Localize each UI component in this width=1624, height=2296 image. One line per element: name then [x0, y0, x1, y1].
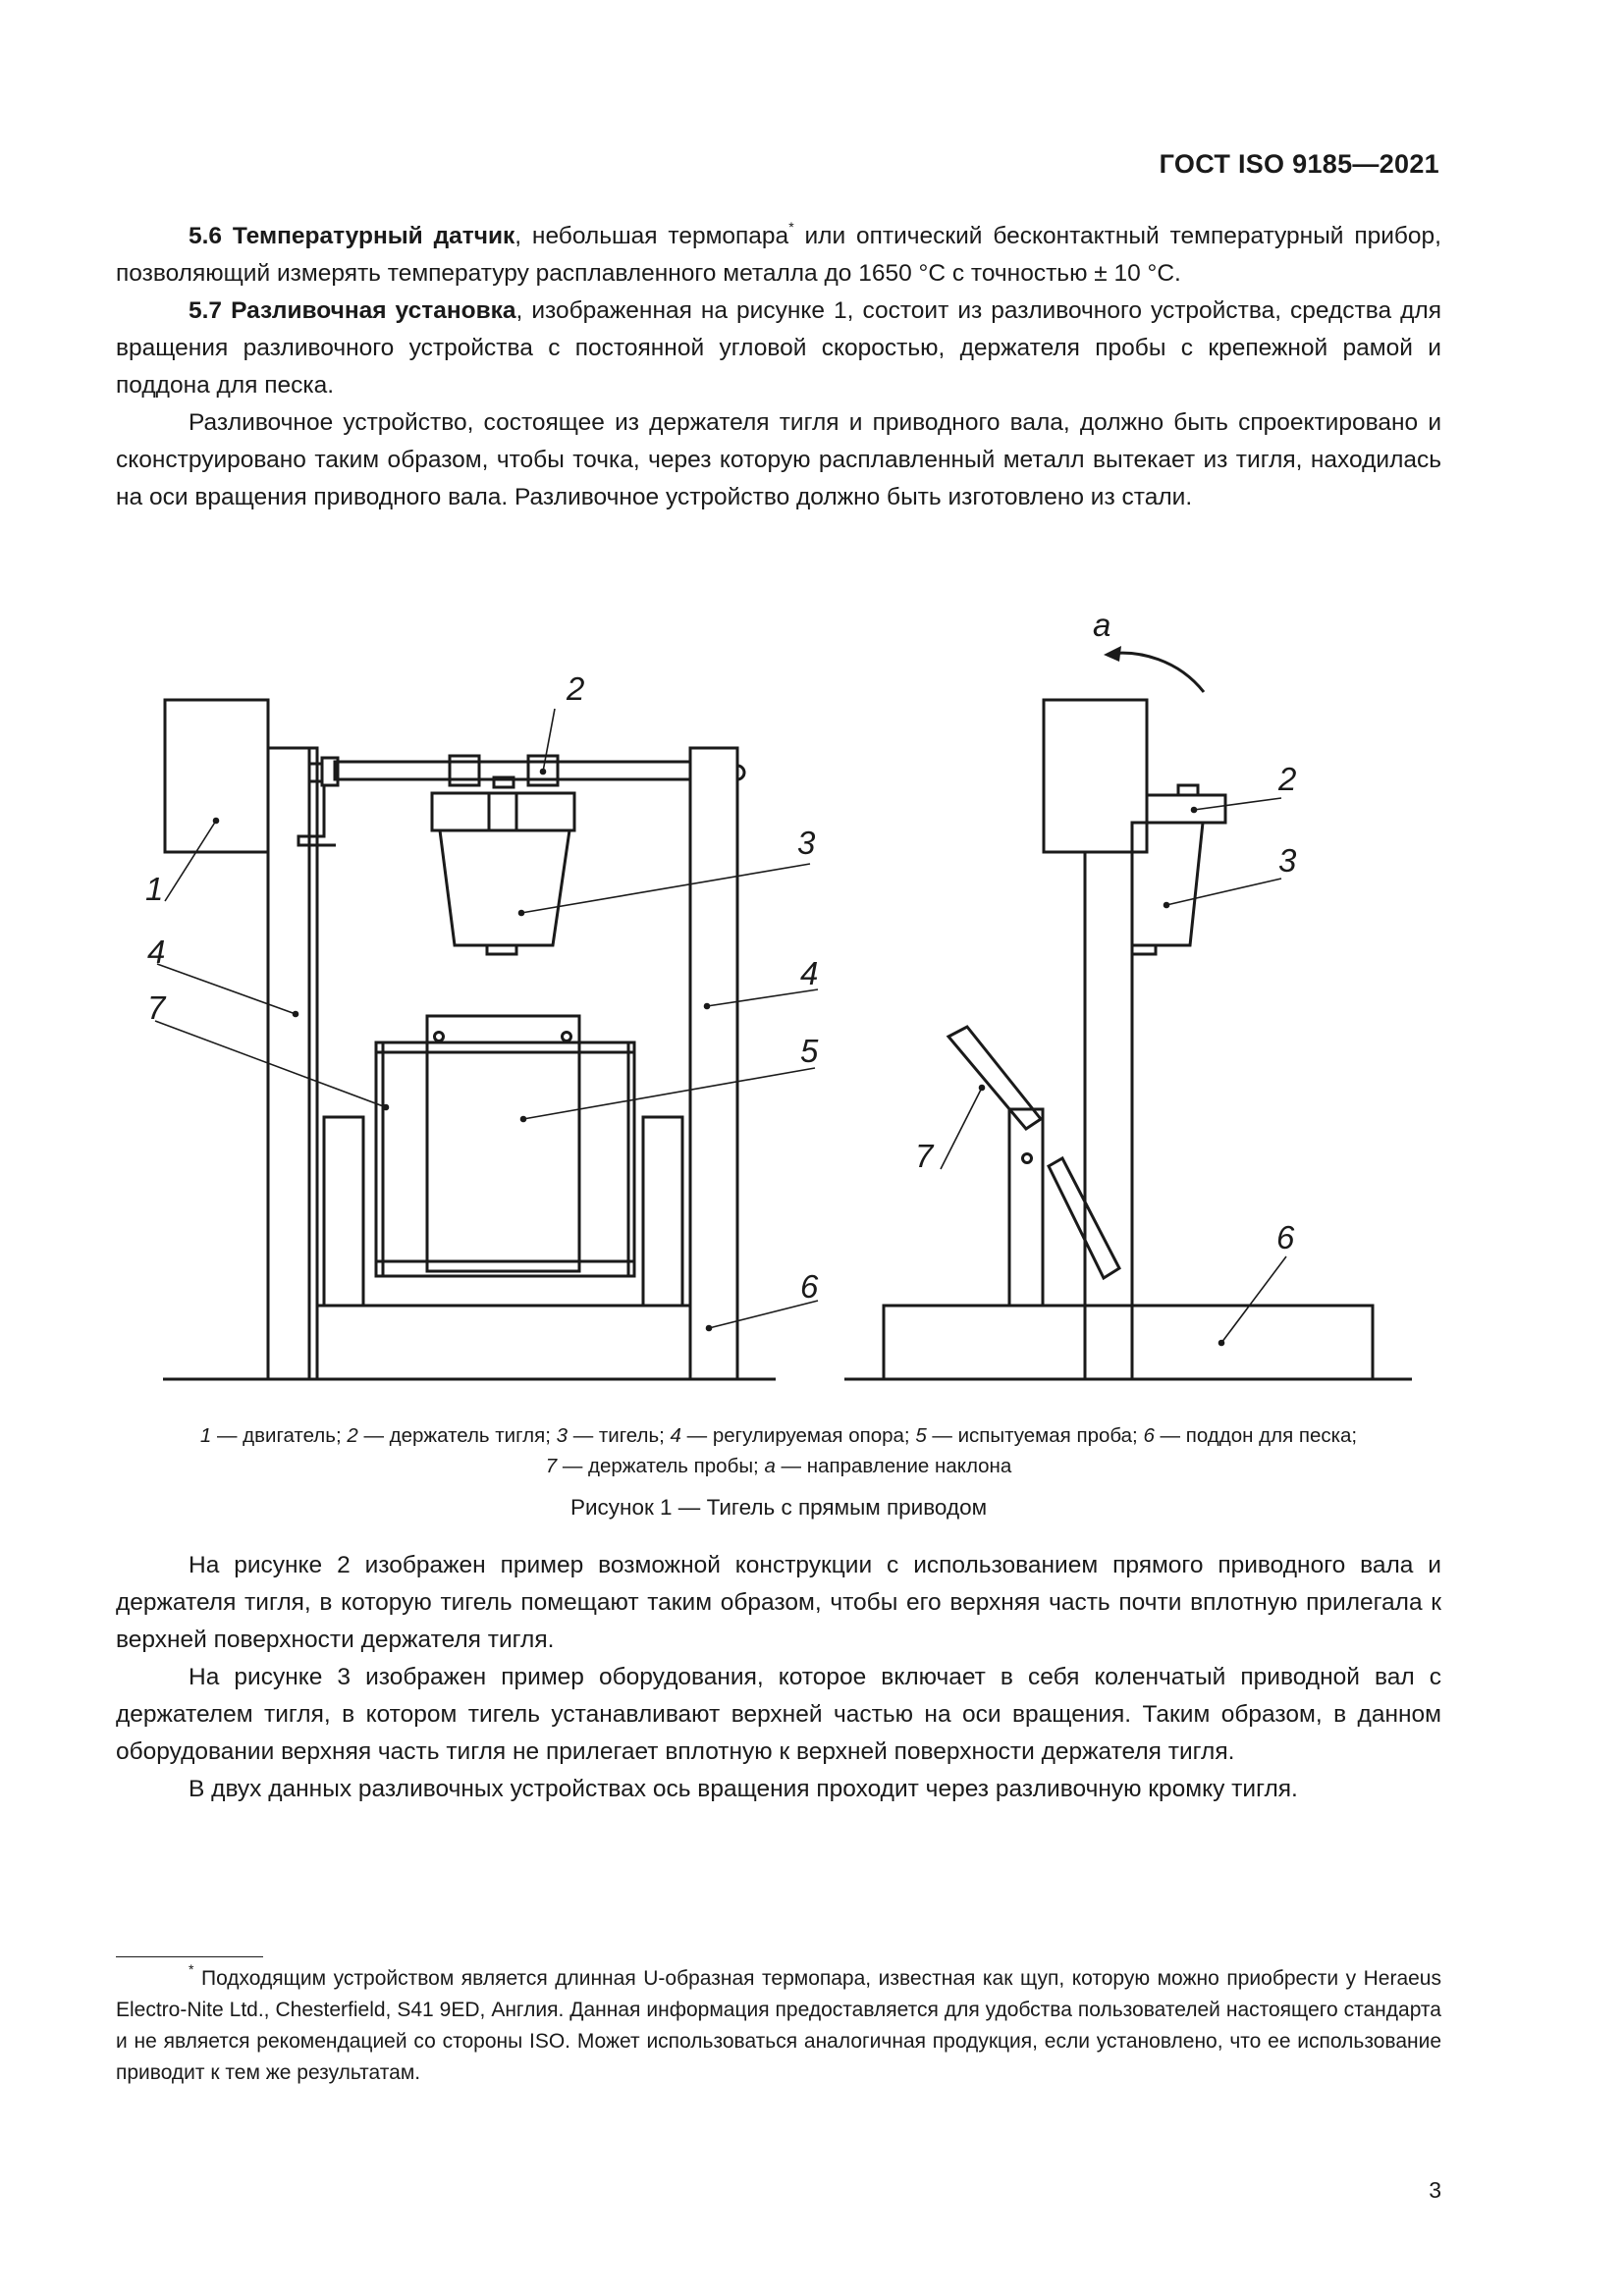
legend-key: 3	[556, 1424, 568, 1447]
legend-text: — двигатель;	[211, 1424, 348, 1447]
label-5: 5	[800, 1033, 819, 1069]
paragraph-5-7	[116, 293, 1441, 404]
label-6-left: 6	[800, 1268, 819, 1305]
crucible-holder	[432, 793, 574, 830]
footnote	[116, 1963, 1441, 2089]
clause-text: , изображенная на рисунке 1, состоит из разливочного устройства, средства для вращения разливочного устройства с постоянной угловой скоростью, держателя пробы с крепежной рамой и поддона для песка.	[116, 297, 1441, 399]
footnote-divider	[116, 1956, 263, 1957]
paragraph-design: Разливочное устройство, состоящее из держателя тигля и приводного вала, должно быть спроектировано и сконструировано таким образом, чтобы точка, через которую расплавленный металл вытекает из тигля, находилась на оси вращения приводного вала. Разливочное устройство должно быть изготовлено из стали.	[116, 409, 1441, 510]
footnote-text: Подходящим устройством является длинная U-образная термопара, известная как щуп, которую можно приобрести у Heraeus Electro-Nite Ltd., Chesterfield, S41 9ED, Англия. Данная информация предоставляется для удобства пользователей настоящего стандарта и не является рекомендацией со стороны ISO. Может использоваться аналогичная продукция, если установлено, что ее использование приводит к тем же результатам.	[116, 1967, 1441, 2084]
footnote-mark: *	[189, 1961, 194, 1977]
label-7-left: 7	[147, 989, 166, 1026]
legend-key: 5	[915, 1424, 927, 1447]
legend-text: — испытуемая проба;	[926, 1424, 1144, 1447]
test-sample	[427, 1016, 579, 1271]
legend-key: 4	[670, 1424, 681, 1447]
right-support	[690, 748, 737, 1379]
legend-text: — держатель пробы;	[557, 1455, 765, 1477]
legend-key: 7	[545, 1455, 558, 1477]
figure-1-drawing	[0, 589, 1624, 1394]
section-text-top	[116, 218, 1441, 516]
clause-text: или оптический бесконтактный температурный прибор, позволяющий измерять температуру расплавленного металла до 1650 °C с точностью ± 10 °C.	[116, 223, 1441, 287]
page-number: 3	[1429, 2177, 1441, 2203]
legend-key: 2	[347, 1424, 358, 1447]
label-2-right: 2	[1278, 761, 1297, 797]
legend-key: 6	[1143, 1424, 1155, 1447]
legend-text: — направление наклона	[775, 1455, 1012, 1477]
clause-term: Разливочная установка	[231, 297, 516, 324]
label-4-right: 4	[800, 955, 819, 991]
label-1: 1	[145, 871, 164, 907]
clause-text: , небольшая термопара	[514, 223, 789, 249]
label-3-right: 3	[1278, 842, 1297, 879]
clause-number: 5.6	[189, 223, 223, 249]
legend-key: 1	[199, 1424, 212, 1447]
label-6-right: 6	[1276, 1219, 1295, 1255]
motor-box	[165, 700, 268, 852]
paragraph-figure-3: На рисунке 3 изображен пример оборудования, которое включает в себя коленчатый приводной вал с держателем тигля, в котором тигель устанавливают верхней частью на оси вращения. Таким образом, в данном оборудовании верхняя часть тигля не прилегает вплотную к верхней поверхности держателя тигля.	[116, 1664, 1441, 1765]
figure-caption: Рисунок 1 — Тигель с прямым приводом	[569, 1495, 988, 1520]
figure-legend	[116, 1420, 1441, 1481]
sand-tray-side	[884, 1306, 1373, 1379]
label-3: 3	[797, 825, 816, 861]
clause-number: 5.7	[189, 297, 223, 324]
legend-text: — держатель тигля;	[357, 1424, 557, 1447]
paragraph-rotation-axis: В двух данных разливочных устройствах ось вращения проходит через разливочную кромку тигля.	[189, 1776, 1298, 1802]
footnote-mark: *	[788, 218, 794, 235]
legend-text: — поддон для песка;	[1154, 1424, 1358, 1447]
paragraph-5-6	[116, 218, 1441, 293]
label-2: 2	[567, 670, 585, 707]
crucible	[440, 830, 569, 945]
paragraph-figure-2: На рисунке 2 изображен пример возможной конструкции с использованием прямого приводного вала и держателя тигля, в которую тигель помещают таким образом, чтобы его верхняя часть почти вплотную прилегала к верхней поверхности держателя тигля.	[116, 1552, 1441, 1653]
legend-text: — тигель;	[568, 1424, 671, 1447]
label-7-right: 7	[915, 1138, 934, 1174]
legend-key: a	[764, 1455, 776, 1477]
legend-text: — регулируемая опора;	[680, 1424, 916, 1447]
label-a: a	[1093, 607, 1111, 643]
figure-1	[0, 589, 1624, 1399]
crucible-side	[1132, 823, 1203, 945]
label-4-left: 4	[147, 934, 166, 970]
support-side	[1085, 852, 1132, 1379]
section-text-bottom	[116, 1547, 1441, 1808]
document-header: ГОСТ ISO 9185—2021	[1159, 149, 1439, 179]
clause-term: Температурный датчик	[232, 223, 515, 249]
